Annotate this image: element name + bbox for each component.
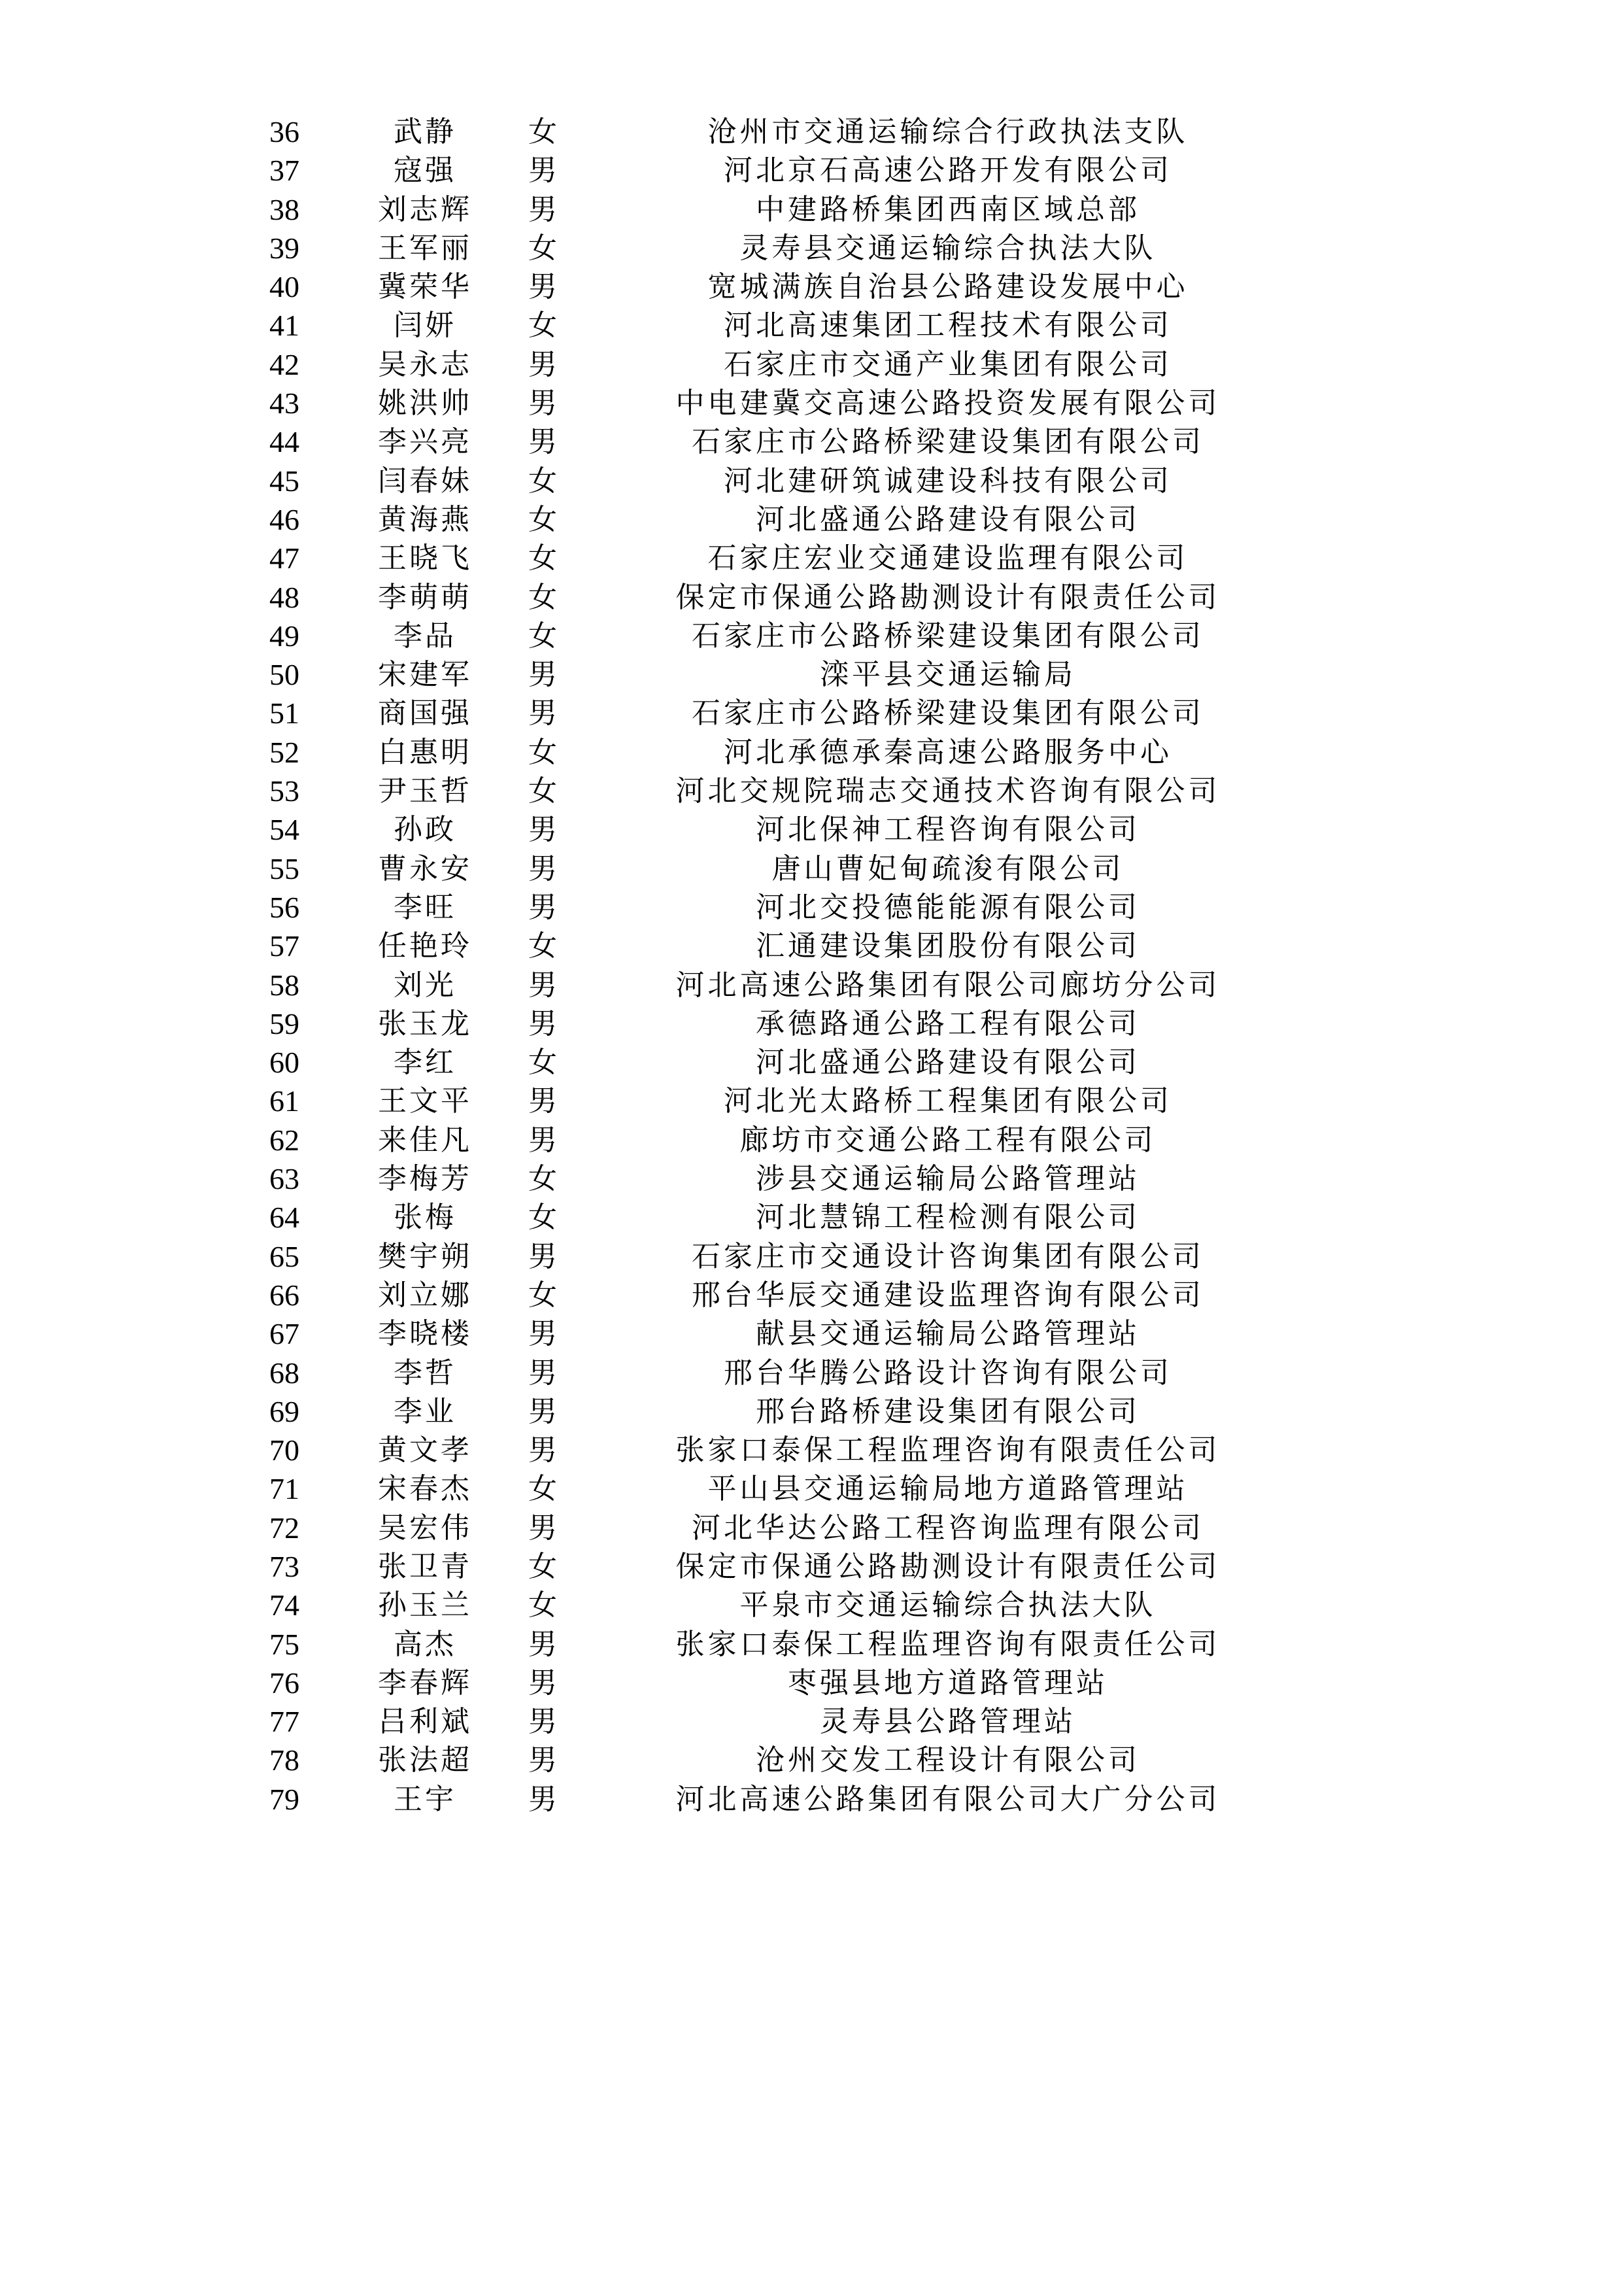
person-organization: 河北光太路桥工程集团有限公司	[724, 1084, 1172, 1118]
roster-row	[0, 1314, 1622, 1353]
roster-row	[0, 306, 1622, 345]
roster-row	[0, 1702, 1622, 1741]
roster-row	[0, 1198, 1622, 1237]
roster-row	[0, 810, 1622, 849]
row-number: 72	[269, 1511, 299, 1545]
person-name: 孙政	[394, 813, 456, 847]
person-name: 李萌萌	[378, 580, 472, 614]
person-organization: 石家庄市公路桥梁建设集团有限公司	[692, 696, 1204, 730]
person-name: 王文平	[378, 1084, 472, 1118]
roster-row	[0, 1354, 1622, 1392]
person-gender: 女	[528, 1472, 557, 1506]
person-name: 孙玉兰	[378, 1588, 472, 1622]
person-gender: 男	[528, 347, 557, 381]
person-gender: 男	[528, 1123, 557, 1157]
roster-row	[0, 1586, 1622, 1624]
roster-row	[0, 1392, 1622, 1431]
person-organization: 邢台华辰交通建设监理咨询有限公司	[692, 1278, 1204, 1312]
person-organization: 河北高速集团工程技术有限公司	[724, 309, 1172, 343]
person-organization: 石家庄市交通设计咨询集团有限公司	[692, 1239, 1204, 1273]
person-name: 张法超	[378, 1743, 472, 1777]
person-organization: 河北京石高速公路开发有限公司	[724, 154, 1172, 188]
person-gender: 女	[528, 231, 557, 265]
roster-row	[0, 849, 1622, 888]
roster-row	[0, 1664, 1622, 1702]
person-organization: 保定市保通公路勘测设计有限责任公司	[675, 580, 1221, 614]
person-organization: 汇通建设集团股份有限公司	[756, 929, 1140, 963]
person-name: 白惠明	[378, 735, 472, 769]
row-number: 40	[269, 270, 299, 304]
person-gender: 男	[528, 1782, 557, 1816]
person-name: 刘光	[394, 968, 456, 1002]
roster-row	[0, 617, 1622, 655]
person-name: 高杰	[394, 1627, 456, 1661]
person-gender: 男	[528, 1666, 557, 1700]
roster-row	[0, 1237, 1622, 1276]
person-name: 张玉龙	[378, 1006, 472, 1040]
row-number: 62	[269, 1123, 299, 1157]
person-gender: 男	[528, 386, 557, 420]
person-gender: 男	[528, 1627, 557, 1661]
person-name: 寇强	[394, 154, 456, 188]
person-organization: 滦平县交通运输局	[820, 658, 1076, 692]
person-name: 尹玉哲	[378, 774, 472, 808]
person-organization: 河北交规院瑞志交通技术咨询有限公司	[675, 774, 1221, 808]
person-name: 吕利斌	[378, 1705, 472, 1739]
row-number: 50	[269, 658, 299, 692]
person-gender: 女	[528, 619, 557, 653]
roster-row	[0, 384, 1622, 422]
person-name: 武静	[394, 115, 456, 148]
person-gender: 女	[528, 1201, 557, 1235]
person-organization: 涉县交通运输局公路管理站	[756, 1162, 1140, 1196]
person-name: 李哲	[394, 1356, 456, 1390]
row-number: 48	[269, 580, 299, 614]
roster-row	[0, 1043, 1622, 1082]
roster-row	[0, 112, 1622, 151]
roster-row	[0, 190, 1622, 229]
person-gender: 女	[528, 735, 557, 769]
row-number: 45	[269, 464, 299, 498]
person-organization: 河北建研筑诚建设科技有限公司	[724, 464, 1172, 498]
roster-row	[0, 1004, 1622, 1043]
roster-row	[0, 1159, 1622, 1198]
roster-row	[0, 966, 1622, 1004]
roster-row	[0, 578, 1622, 617]
person-gender: 男	[528, 1239, 557, 1273]
person-gender: 女	[528, 541, 557, 575]
person-organization: 灵寿县交通运输综合执法大队	[739, 231, 1157, 265]
person-name: 李红	[394, 1046, 456, 1080]
person-name: 张卫青	[378, 1549, 472, 1583]
person-gender: 女	[528, 115, 557, 148]
person-organization: 沧州市交通运输综合行政执法支队	[707, 115, 1189, 148]
row-number: 38	[269, 192, 299, 226]
row-number: 46	[269, 502, 299, 536]
row-number: 63	[269, 1162, 299, 1196]
person-organization: 唐山曹妃甸疏浚有限公司	[771, 851, 1124, 885]
row-number: 67	[269, 1317, 299, 1351]
roster-row	[0, 888, 1622, 927]
row-number: 79	[269, 1782, 299, 1816]
person-organization: 宽城满族自治县公路建设发展中心	[707, 270, 1189, 304]
person-organization: 张家口泰保工程监理咨询有限责任公司	[675, 1433, 1221, 1467]
row-number: 65	[269, 1239, 299, 1273]
person-gender: 女	[528, 502, 557, 536]
person-name: 王宇	[394, 1782, 456, 1816]
row-number: 57	[269, 929, 299, 963]
person-gender: 男	[528, 1394, 557, 1428]
roster-row	[0, 422, 1622, 461]
person-gender: 男	[528, 154, 557, 188]
person-gender: 女	[528, 774, 557, 808]
person-organization: 中建路桥集团西南区域总部	[756, 192, 1140, 226]
person-name: 王晓飞	[378, 541, 472, 575]
person-gender: 男	[528, 270, 557, 304]
roster-row	[0, 500, 1622, 539]
row-number: 70	[269, 1433, 299, 1467]
person-name: 冀荣华	[378, 270, 472, 304]
roster-row	[0, 1741, 1622, 1779]
person-name: 黄文孝	[378, 1433, 472, 1467]
person-gender: 男	[528, 1743, 557, 1777]
person-name: 闫春妹	[378, 464, 472, 498]
roster-row	[0, 694, 1622, 732]
person-name: 黄海燕	[378, 502, 472, 536]
row-number: 36	[269, 115, 299, 148]
row-number: 58	[269, 968, 299, 1002]
person-gender: 女	[528, 580, 557, 614]
roster-row	[0, 1121, 1622, 1159]
person-gender: 女	[528, 929, 557, 963]
row-number: 74	[269, 1588, 299, 1622]
person-organization: 石家庄市公路桥梁建设集团有限公司	[692, 425, 1204, 459]
row-number: 42	[269, 347, 299, 381]
person-organization: 张家口泰保工程监理咨询有限责任公司	[675, 1627, 1221, 1661]
person-organization: 石家庄宏业交通建设监理有限公司	[707, 541, 1189, 575]
roster-row	[0, 1780, 1622, 1819]
roster-row	[0, 733, 1622, 772]
row-number: 60	[269, 1046, 299, 1080]
row-number: 52	[269, 735, 299, 769]
roster-row	[0, 772, 1622, 810]
row-number: 61	[269, 1084, 299, 1118]
person-name: 李旺	[394, 890, 456, 924]
person-name: 李业	[394, 1394, 456, 1428]
person-gender: 女	[528, 309, 557, 343]
person-organization: 平山县交通运输局地方道路管理站	[707, 1472, 1189, 1506]
person-organization: 河北交投德能能源有限公司	[756, 890, 1140, 924]
person-organization: 平泉市交通运输综合执法大队	[739, 1588, 1157, 1622]
roster-row	[0, 927, 1622, 965]
person-name: 曹永安	[378, 851, 472, 885]
person-name: 吴永志	[378, 347, 472, 381]
row-number: 76	[269, 1666, 299, 1700]
row-number: 59	[269, 1006, 299, 1040]
person-organization: 河北高速公路集团有限公司大广分公司	[675, 1782, 1221, 1816]
person-gender: 男	[528, 851, 557, 885]
person-gender: 男	[528, 1356, 557, 1390]
person-name: 王军丽	[378, 231, 472, 265]
roster-row	[0, 1625, 1622, 1664]
row-number: 41	[269, 309, 299, 343]
person-gender: 男	[528, 890, 557, 924]
row-number: 71	[269, 1472, 299, 1506]
person-organization: 承德路通公路工程有限公司	[756, 1006, 1140, 1040]
roster-row	[0, 1082, 1622, 1120]
person-organization: 献县交通运输局公路管理站	[756, 1317, 1140, 1351]
person-organization: 河北盛通公路建设有限公司	[756, 502, 1140, 536]
person-gender: 男	[528, 192, 557, 226]
row-number: 54	[269, 813, 299, 847]
person-gender: 男	[528, 1084, 557, 1118]
person-name: 李梅芳	[378, 1162, 472, 1196]
row-number: 64	[269, 1201, 299, 1235]
person-organization: 邢台路桥建设集团有限公司	[756, 1394, 1140, 1428]
person-name: 来佳凡	[378, 1123, 472, 1157]
row-number: 75	[269, 1627, 299, 1661]
row-number: 69	[269, 1394, 299, 1428]
person-name: 吴宏伟	[378, 1511, 472, 1545]
roster-row	[0, 151, 1622, 190]
roster-row	[0, 1547, 1622, 1586]
person-gender: 男	[528, 1433, 557, 1467]
person-gender: 男	[528, 425, 557, 459]
person-gender: 女	[528, 1046, 557, 1080]
person-organization: 灵寿县公路管理站	[820, 1705, 1076, 1739]
person-gender: 女	[528, 1162, 557, 1196]
row-number: 43	[269, 386, 299, 420]
row-number: 51	[269, 696, 299, 730]
roster-row	[0, 1276, 1622, 1314]
person-organization: 石家庄市公路桥梁建设集团有限公司	[692, 619, 1204, 653]
row-number: 39	[269, 231, 299, 265]
person-name: 刘志辉	[378, 192, 472, 226]
person-organization: 河北慧锦工程检测有限公司	[756, 1201, 1140, 1235]
row-number: 66	[269, 1278, 299, 1312]
person-gender: 男	[528, 968, 557, 1002]
person-organization: 廊坊市交通公路工程有限公司	[739, 1123, 1157, 1157]
row-number: 49	[269, 619, 299, 653]
row-number: 56	[269, 890, 299, 924]
person-gender: 男	[528, 1705, 557, 1739]
person-gender: 男	[528, 696, 557, 730]
row-number: 55	[269, 851, 299, 885]
roster-list	[0, 112, 1622, 1819]
person-organization: 保定市保通公路勘测设计有限责任公司	[675, 1549, 1221, 1583]
person-organization: 河北保神工程咨询有限公司	[756, 813, 1140, 847]
row-number: 47	[269, 541, 299, 575]
row-number: 37	[269, 154, 299, 188]
roster-row	[0, 655, 1622, 694]
person-organization: 沧州交发工程设计有限公司	[756, 1743, 1140, 1777]
row-number: 68	[269, 1356, 299, 1390]
person-gender: 男	[528, 813, 557, 847]
roster-row	[0, 1509, 1622, 1547]
row-number: 78	[269, 1743, 299, 1777]
person-name: 李兴亮	[378, 425, 472, 459]
person-organization: 枣强县地方道路管理站	[788, 1666, 1108, 1700]
person-name: 姚洪帅	[378, 386, 472, 420]
person-organization: 邢台华腾公路设计咨询有限公司	[724, 1356, 1172, 1390]
row-number: 53	[269, 774, 299, 808]
person-name: 李品	[394, 619, 456, 653]
person-name: 李晓楼	[378, 1317, 472, 1351]
person-organization: 中电建冀交高速公路投资发展有限公司	[675, 386, 1221, 420]
roster-row	[0, 1469, 1622, 1508]
person-organization: 石家庄市交通产业集团有限公司	[724, 347, 1172, 381]
person-organization: 河北华达公路工程咨询监理有限公司	[692, 1511, 1204, 1545]
person-name: 刘立娜	[378, 1278, 472, 1312]
person-name: 宋建军	[378, 658, 472, 692]
person-gender: 男	[528, 658, 557, 692]
person-gender: 女	[528, 1549, 557, 1583]
person-name: 李春辉	[378, 1666, 472, 1700]
roster-row	[0, 229, 1622, 267]
person-organization: 河北高速公路集团有限公司廊坊分公司	[675, 968, 1221, 1002]
person-name: 商国强	[378, 696, 472, 730]
roster-row	[0, 1431, 1622, 1469]
person-gender: 男	[528, 1006, 557, 1040]
row-number: 44	[269, 425, 299, 459]
person-gender: 女	[528, 1588, 557, 1622]
person-gender: 女	[528, 1278, 557, 1312]
roster-row	[0, 539, 1622, 577]
row-number: 77	[269, 1705, 299, 1739]
person-name: 樊宇朔	[378, 1239, 472, 1273]
person-name: 任艳玲	[378, 929, 472, 963]
roster-row	[0, 345, 1622, 384]
roster-row	[0, 267, 1622, 306]
row-number: 73	[269, 1549, 299, 1583]
person-name: 张梅	[394, 1201, 456, 1235]
person-name: 宋春杰	[378, 1472, 472, 1506]
person-gender: 男	[528, 1511, 557, 1545]
person-organization: 河北承德承秦高速公路服务中心	[724, 735, 1172, 769]
person-name: 闫妍	[394, 309, 456, 343]
person-gender: 男	[528, 1317, 557, 1351]
person-gender: 女	[528, 464, 557, 498]
person-organization: 河北盛通公路建设有限公司	[756, 1046, 1140, 1080]
roster-row	[0, 462, 1622, 500]
